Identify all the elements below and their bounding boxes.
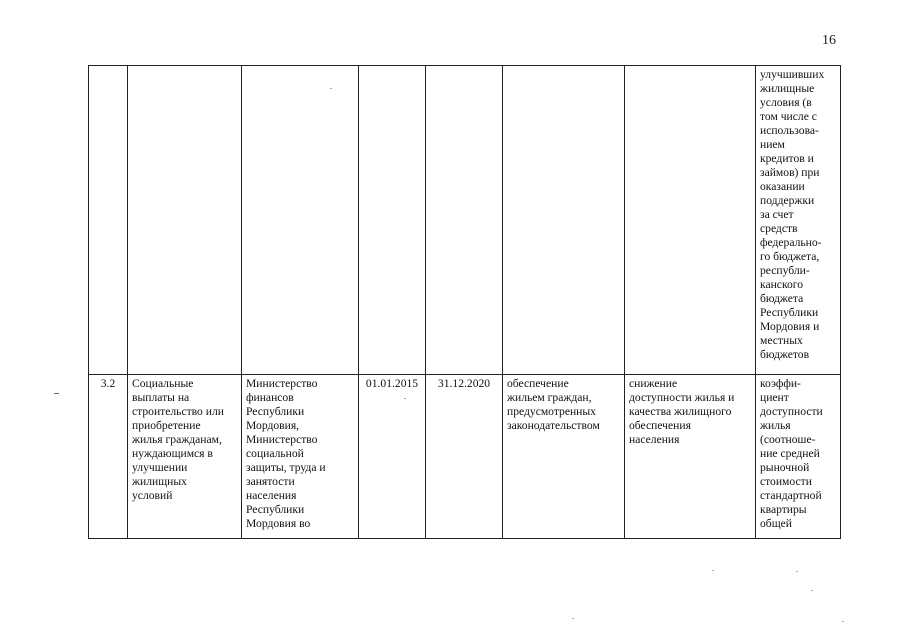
table-cell-executor: Министерство финансов Республики Мордовия, Министерство социальной защиты, труда и занятости населения Республики Мордовия во xyxy=(242,375,359,539)
table-cell-end-date: 31.12.2020 xyxy=(426,375,503,539)
scan-speck xyxy=(712,570,714,571)
scan-speck xyxy=(842,621,844,622)
table-cell-start-date xyxy=(359,66,426,375)
table-cell-indicator: улучшивших жилищные условия (в том числе с использова- нием кредитов и займов) при оказании поддержки за счет средств федерально- го бюджета, республи- канского бюджета Республики Мордовия и местных бюджетов xyxy=(756,66,841,375)
table-cell-consequences: снижение доступности жилья и качества жилищного обеспечения населения xyxy=(625,375,756,539)
table-cell-expected-result: обеспечение жильем граждан, предусмотренных законодательством xyxy=(503,375,625,539)
table-cell-expected-result xyxy=(503,66,625,375)
page-number: 16 xyxy=(822,33,836,48)
table-cell-number xyxy=(89,66,128,375)
table-row xyxy=(89,66,841,375)
table-cell-measure xyxy=(128,66,242,375)
scan-speck xyxy=(330,88,332,89)
scan-speck xyxy=(796,571,798,572)
table-cell-indicator: коэффи- циент доступности жилья (соотноше- ние средней рыночной стоимости стандартной квартиры общей xyxy=(756,375,841,539)
table-cell-number: 3.2 xyxy=(89,375,128,539)
scan-speck xyxy=(811,590,813,591)
table-cell-consequences xyxy=(625,66,756,375)
table-cell-end-date xyxy=(426,66,503,375)
table-cell-start-date: 01.01.2015 xyxy=(359,375,426,539)
table-cell-executor xyxy=(242,66,359,375)
scan-speck xyxy=(404,398,406,399)
scan-speck xyxy=(572,618,574,619)
table-row xyxy=(89,375,841,539)
table-cell-measure: Социальные выплаты на строительство или приобретение жилья гражданам, нуждающимся в улучшении жилищных условий xyxy=(128,375,242,539)
margin-mark xyxy=(54,393,59,394)
program-measures-table xyxy=(88,65,841,539)
